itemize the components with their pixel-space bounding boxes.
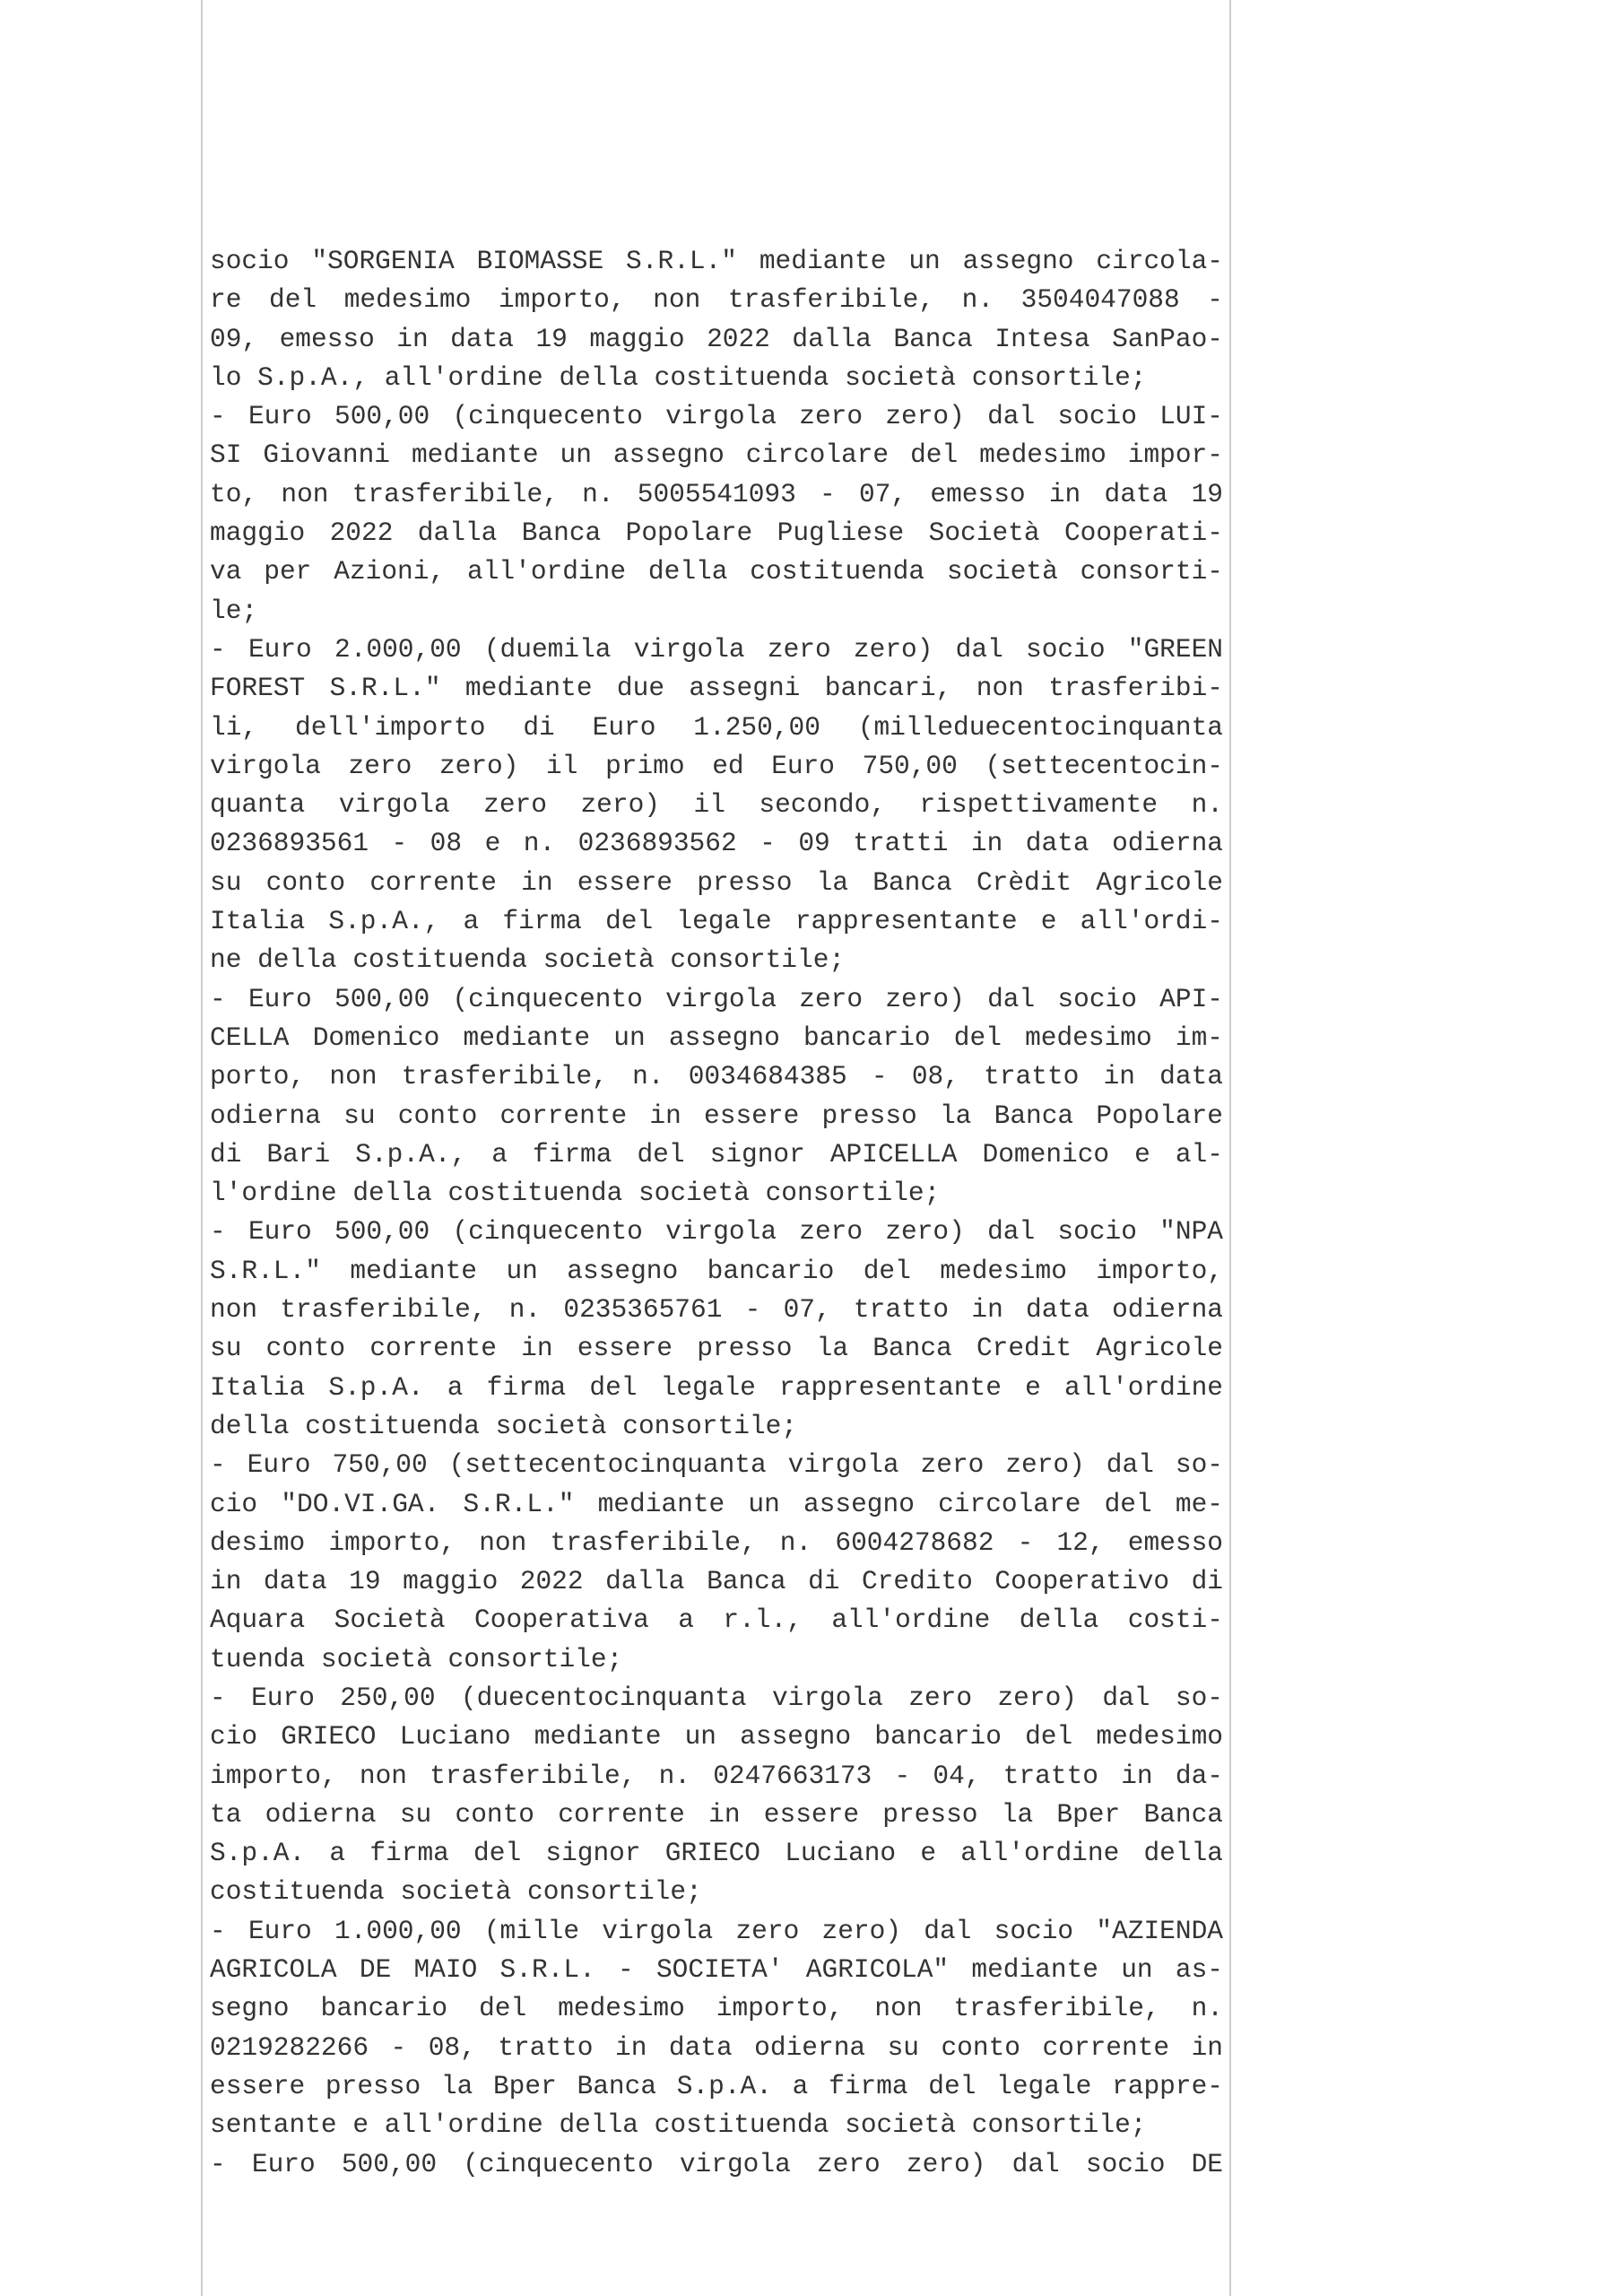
- document-line: le;: [210, 595, 258, 626]
- document-line: ta odierna su conto corrente in essere presso la Bper Banca: [210, 1798, 1223, 1830]
- document-line: cio GRIECO Luciano mediante un assegno bancario del medesimo: [210, 1721, 1223, 1752]
- document-line: - Euro 500,00 (cinquecento virgola zero zero) dal socio "NPA: [210, 1216, 1223, 1248]
- document-line: quanta virgola zero zero) il secondo, rispettivamente n.: [210, 789, 1223, 821]
- document-line: AGRICOLA DE MAIO S.R.L. - SOCIETA' AGRICOLA" mediante un as-: [210, 1954, 1223, 1986]
- document-line: 0236893561 - 08 e n. 0236893562 - 09 tratti in data odierna: [210, 828, 1223, 859]
- document-line: to, non trasferibile, n. 5005541093 - 07, emesso in data 19: [210, 478, 1223, 509]
- document-line: desimo importo, non trasferibile, n. 6004278682 - 12, emesso: [210, 1526, 1223, 1558]
- document-line: ne della costituenda società consortile;: [210, 944, 846, 976]
- document-line: lo S.p.A., all'ordine della costituenda società consortile;: [210, 361, 1147, 393]
- document-line: S.R.L." mediante un assegno bancario del medesimo importo,: [210, 1255, 1223, 1286]
- document-line: SI Giovanni mediante un assegno circolare del medesimo impor-: [210, 439, 1223, 471]
- document-line: tuenda società consortile;: [210, 1643, 623, 1674]
- document-line: costituenda società consortile;: [210, 1876, 702, 1908]
- document-line: - Euro 500,00 (cinquecento virgola zero zero) dal socio API-: [210, 983, 1223, 1014]
- document-line: di Bari S.p.A., a firma del signor APICELLA Domenico e al-: [210, 1138, 1223, 1170]
- document-line: essere presso la Bper Banca S.p.A. a firma del legale rappre-: [210, 2070, 1223, 2101]
- document-line: FOREST S.R.L." mediante due assegni bancari, non trasferibi-: [210, 673, 1223, 704]
- document-line: segno bancario del medesimo importo, non trasferibile, n.: [210, 1993, 1223, 2024]
- document-line: - Euro 500,00 (cinquecento virgola zero zero) dal socio LUI-: [210, 401, 1223, 432]
- document-line: importo, non trasferibile, n. 0247663173 - 04, tratto in da-: [210, 1760, 1223, 1791]
- document-line: Italia S.p.A., a firma del legale rappresentante e all'ordi-: [210, 906, 1223, 937]
- document-line: 09, emesso in data 19 maggio 2022 dalla Banca Intesa SanPao-: [210, 323, 1223, 354]
- document-line: socio "SORGENIA BIOMASSE S.R.L." mediante un assegno circola-: [210, 246, 1223, 276]
- document-line: non trasferibile, n. 0235365761 - 07, tratto in data odierna: [210, 1294, 1223, 1326]
- document-line: 0219282266 - 08, tratto in data odierna su conto corrente in: [210, 2031, 1223, 2063]
- document-line: re del medesimo importo, non trasferibile, n. 3504047088 -: [210, 284, 1223, 316]
- document-line: - Euro 2.000,00 (duemila virgola zero zero) dal socio "GREEN: [210, 633, 1223, 665]
- document-line: maggio 2022 dalla Banca Popolare Pugliese Società Cooperati-: [210, 517, 1223, 549]
- document-line: - Euro 750,00 (settecentocinquanta virgola zero zero) dal so-: [210, 1449, 1223, 1481]
- document-line: l'ordine della costituenda società consortile;: [210, 1178, 941, 1209]
- document-line: - Euro 500,00 (cinquecento virgola zero zero) dal socio DE: [210, 2148, 1223, 2179]
- document-line: Aquara Società Cooperativa a r.l., all'ordine della costi-: [210, 1605, 1223, 1636]
- document-line: - Euro 1.000,00 (mille virgola zero zero) dal socio "AZIENDA: [210, 1915, 1223, 1946]
- document-line: CELLA Domenico mediante un assegno bancario del medesimo im-: [210, 1022, 1223, 1053]
- document-line: porto, non trasferibile, n. 0034684385 - 08, tratto in data: [210, 1061, 1223, 1092]
- document-line: su conto corrente in essere presso la Banca Credit Agricole: [210, 1333, 1223, 1364]
- document-line: va per Azioni, all'ordine della costituenda società consorti-: [210, 556, 1223, 587]
- document-line: S.p.A. a firma del signor GRIECO Luciano e all'ordine della: [210, 1838, 1223, 1869]
- document-line: su conto corrente in essere presso la Banca Crèdit Agricole: [210, 866, 1223, 898]
- document-line: - Euro 250,00 (duecentocinquanta virgola zero zero) dal so-: [210, 1682, 1223, 1713]
- document-line: della costituenda società consortile;: [210, 1410, 798, 1441]
- document-line: in data 19 maggio 2022 dalla Banca di Credito Cooperativo di: [210, 1566, 1223, 1597]
- document-line: Italia S.p.A. a firma del legale rappresentante e all'ordine: [210, 1371, 1223, 1403]
- document-line: cio "DO.VI.GA. S.R.L." mediante un assegno circolare del me-: [210, 1488, 1223, 1519]
- document-line: virgola zero zero) il primo ed Euro 750,00 (settecentocin-: [210, 750, 1223, 781]
- document-line: odierna su conto corrente in essere presso la Banca Popolare: [210, 1100, 1223, 1131]
- right-margin-rule: [1229, 0, 1231, 2296]
- document-line: li, dell'importo di Euro 1.250,00 (milleduecentocinquanta: [210, 711, 1223, 743]
- document-line: sentante e all'ordine della costituenda società consortile;: [210, 2109, 1147, 2141]
- document-body-text: [210, 242, 1223, 2184]
- left-margin-rule: [201, 0, 203, 2296]
